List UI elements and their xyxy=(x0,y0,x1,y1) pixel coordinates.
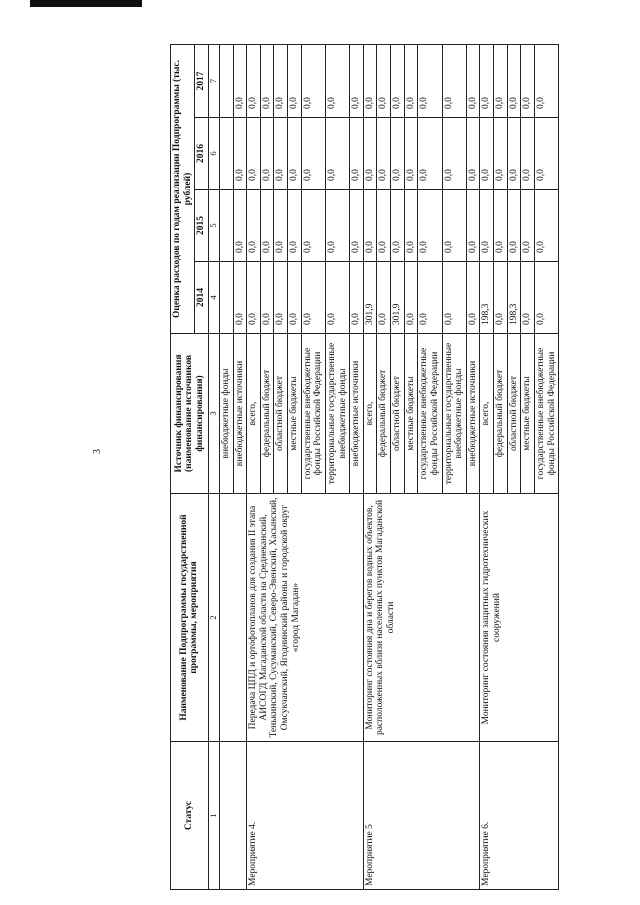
source-cell: областной бюджет xyxy=(274,334,288,494)
value-cell: 198,3 xyxy=(507,262,521,334)
column-index: 2 xyxy=(208,494,219,742)
source-cell: федеральный бюджет xyxy=(377,334,391,494)
value-cell: 0,0 xyxy=(288,44,302,117)
header-name: Наименование Подпрограммы государственной программы, мероприятия xyxy=(171,494,209,742)
value-cell: 0,0 xyxy=(534,118,558,190)
value-cell: 0,0 xyxy=(288,262,302,334)
value-cell: 0,0 xyxy=(534,262,558,334)
source-cell: внебюджетные источники xyxy=(350,334,364,494)
rotated-page xyxy=(170,45,620,890)
value-cell: 0,0 xyxy=(442,118,466,190)
value-cell: 0,0 xyxy=(507,118,521,190)
measure-name-cell: Мониторинг состояния защитных гидротехнических сооружений xyxy=(480,494,559,742)
value-cell: 0,0 xyxy=(233,190,247,262)
value-cell: 0,0 xyxy=(521,118,535,190)
value-cell: 0,0 xyxy=(480,44,494,117)
value-cell: 0,0 xyxy=(247,262,261,334)
value-cell: 0,0 xyxy=(247,118,261,190)
measure-name-cell: Передача ЦПД и ортофотопланов для создания II этапа АИСОГД Магаданской области на Среднеканский, Тенькинский, Сусуманский, Северо-Эвенский, Хасынский, Омсукчанский, Ягоднинский районы и городской округ «город Магадан» xyxy=(247,494,364,742)
value-cell: 0,0 xyxy=(377,44,391,117)
value-cell: 0,0 xyxy=(494,190,508,262)
value-cell: 0,0 xyxy=(377,190,391,262)
value-cell: 0,0 xyxy=(325,190,349,262)
table-row xyxy=(219,44,233,889)
value-cell: 0,0 xyxy=(404,44,418,117)
value-cell: 0,0 xyxy=(350,190,364,262)
value-cell: 0,0 xyxy=(301,190,325,262)
source-cell: всего, xyxy=(247,334,261,494)
value-cell: 0,0 xyxy=(507,190,521,262)
value-cell: 0,0 xyxy=(404,262,418,334)
source-cell: внебюджетные источники xyxy=(233,334,247,494)
value-cell: 0,0 xyxy=(233,44,247,117)
value-cell: 301,9 xyxy=(363,262,377,334)
value-cell: 0,0 xyxy=(404,118,418,190)
value-cell: 0,0 xyxy=(350,262,364,334)
value-cell: 0,0 xyxy=(288,190,302,262)
value-cell: 0,0 xyxy=(480,118,494,190)
value-cell: 0,0 xyxy=(288,118,302,190)
measure-5-group xyxy=(363,44,480,889)
value-cell: 0,0 xyxy=(233,118,247,190)
source-cell: всего, xyxy=(480,334,494,494)
value-cell: 0,0 xyxy=(404,190,418,262)
value-cell: 0,0 xyxy=(301,118,325,190)
page-number: 3 xyxy=(92,449,103,454)
value-cell: 0,0 xyxy=(325,262,349,334)
value-cell: 0,0 xyxy=(418,118,442,190)
value-cell: 0,0 xyxy=(480,190,494,262)
value-cell: 0,0 xyxy=(325,44,349,117)
header-status: Статус xyxy=(171,742,209,890)
value-cell: 0,0 xyxy=(377,262,391,334)
value-cell: 0,0 xyxy=(350,44,364,117)
measure-name-cell: Мониторинг состояния дна и берегов водных объектов, расположенных вблизи населенных пунктов Магаданской области xyxy=(363,494,480,742)
source-cell: областной бюджет xyxy=(507,334,521,494)
source-cell: местные бюджеты xyxy=(404,334,418,494)
status-cell: Мероприятие 4. xyxy=(247,742,364,890)
table-row xyxy=(363,44,377,889)
value-cell: 0,0 xyxy=(301,262,325,334)
column-index: 3 xyxy=(208,334,219,494)
value-cell: 0,0 xyxy=(377,118,391,190)
scan-edge-mark xyxy=(30,0,142,7)
value-cell: 198,3 xyxy=(480,262,494,334)
status-cell: Мероприятие 6. xyxy=(480,742,559,890)
value-cell: 0,0 xyxy=(442,262,466,334)
value-cell: 0,0 xyxy=(233,262,247,334)
value-cell: 0,0 xyxy=(274,190,288,262)
source-cell: государственные внебюджетные фонды Российской Федерации xyxy=(418,334,442,494)
value-cell: 0,0 xyxy=(363,190,377,262)
header-year: 2017 xyxy=(195,44,209,117)
header-year: 2015 xyxy=(195,190,209,262)
value-cell: 0,0 xyxy=(391,44,405,117)
header-estimate: Оценка расходов по годам реализации Подпрограммы (тыс. рублей) xyxy=(171,44,195,333)
value-cell: 0,0 xyxy=(466,118,480,190)
source-cell: государственные внебюджетные фонды Российской Федерации xyxy=(534,334,558,494)
header-source: Источник финансирования (наименование источников финансирования) xyxy=(171,334,209,494)
column-index: 5 xyxy=(208,190,219,262)
source-cell: местные бюджеты xyxy=(288,334,302,494)
value-cell: 0,0 xyxy=(418,262,442,334)
value-cell: 0,0 xyxy=(494,44,508,117)
value-cell: 0,0 xyxy=(260,44,274,117)
value-cell: 0,0 xyxy=(521,262,535,334)
status-cell: Мероприятие 5 xyxy=(363,742,480,890)
value-cell: 0,0 xyxy=(466,262,480,334)
value-cell: 0,0 xyxy=(260,190,274,262)
source-cell: территориальные государственные внебюджетные фонды xyxy=(442,334,466,494)
column-index: 1 xyxy=(208,742,219,890)
source-cell: внебюджетные фонды xyxy=(219,334,233,494)
value-cell: 0,0 xyxy=(274,262,288,334)
measure-6-group xyxy=(480,44,559,889)
value-cell: 0,0 xyxy=(274,118,288,190)
header-year: 2014 xyxy=(195,262,209,334)
value-cell: 0,0 xyxy=(391,190,405,262)
value-cell: 0,0 xyxy=(418,190,442,262)
source-cell: областной бюджет xyxy=(391,334,405,494)
value-cell: 0,0 xyxy=(247,190,261,262)
value-cell: 0,0 xyxy=(301,44,325,117)
source-cell: внебюджетные источники xyxy=(466,334,480,494)
funding-table xyxy=(170,44,559,890)
value-cell: 0,0 xyxy=(442,44,466,117)
value-cell: 0,0 xyxy=(363,44,377,117)
value-cell: 0,0 xyxy=(391,118,405,190)
table-row xyxy=(480,44,494,889)
source-cell: местные бюджеты xyxy=(521,334,535,494)
value-cell: 301,9 xyxy=(391,262,405,334)
value-cell: 0,0 xyxy=(260,118,274,190)
value-cell: 0,0 xyxy=(418,44,442,117)
value-cell: 0,0 xyxy=(507,44,521,117)
value-cell: 0,0 xyxy=(247,44,261,117)
value-cell: 0,0 xyxy=(325,118,349,190)
value-cell: 0,0 xyxy=(442,190,466,262)
column-index: 7 xyxy=(208,44,219,117)
value-cell: 0,0 xyxy=(274,44,288,117)
source-cell: федеральный бюджет xyxy=(260,334,274,494)
value-cell: 0,0 xyxy=(534,190,558,262)
value-cell: 0,0 xyxy=(350,118,364,190)
column-index: 4 xyxy=(208,262,219,334)
source-cell: территориальные государственные внебюджетные фонды xyxy=(325,334,349,494)
value-cell: 0,0 xyxy=(466,44,480,117)
value-cell: 0,0 xyxy=(466,190,480,262)
source-cell: всего, xyxy=(363,334,377,494)
value-cell: 0,0 xyxy=(494,118,508,190)
source-cell: федеральный бюджет xyxy=(494,334,508,494)
value-cell: 0,0 xyxy=(521,44,535,117)
measure-4-group xyxy=(247,44,364,889)
value-cell: 0,0 xyxy=(494,262,508,334)
table-row xyxy=(247,44,261,889)
value-cell: 0,0 xyxy=(260,262,274,334)
value-cell: 0,0 xyxy=(521,190,535,262)
value-cell: 0,0 xyxy=(534,44,558,117)
value-cell: 0,0 xyxy=(363,118,377,190)
source-cell: государственные внебюджетные фонды Российской Федерации xyxy=(301,334,325,494)
header-year: 2016 xyxy=(195,118,209,190)
column-index: 6 xyxy=(208,118,219,190)
